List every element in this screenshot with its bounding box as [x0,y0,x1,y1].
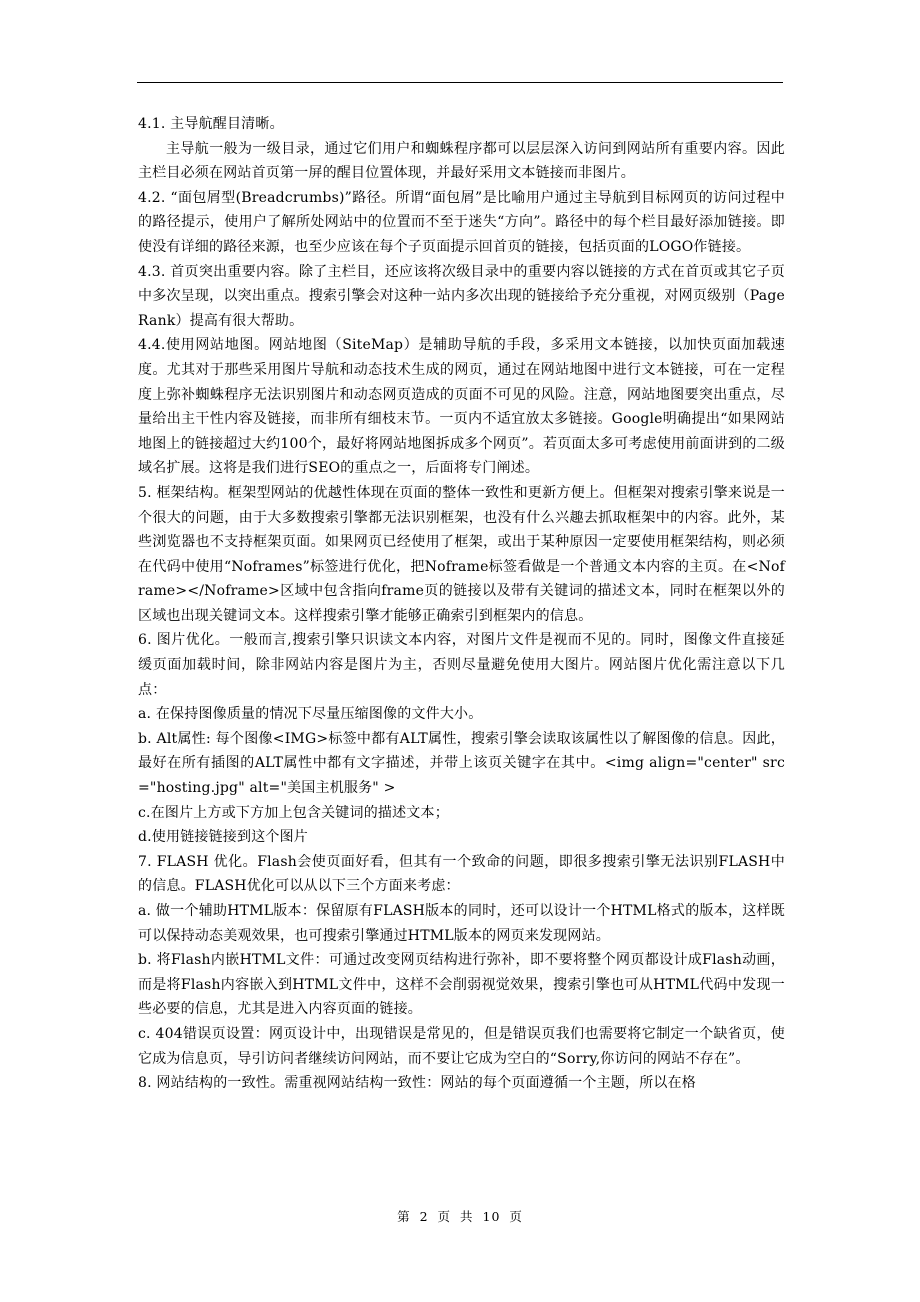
document-body [138,112,785,1096]
paragraph: 4.3. 首页突出重要内容。除了主栏目，还应该将次级目录中的重要内容以链接的方式在首页或其它子页中多次呈现，以突出重点。搜索引擎会对这种一站内多次出现的链接给予充分重视，对网页级别（PageRank）提高有很大帮助。 [138,263,785,329]
paragraph: 4.1. 主导航醒目清晰。 [138,116,284,132]
paragraph: a. 做一个辅助HTML版本：保留原有FLASH版本的同时，还可以设计一个HTML格式的版本，这样既可以保持动态美观效果，也可搜索引擎通过HTML版本的网页来发现网站。 [138,903,785,944]
footer-total-prefix: 共 [460,1209,474,1224]
footer-page-number: 2 [419,1209,429,1224]
paragraph: 6. 图片优化。一般而言,搜索引擎只识读文本内容，对图片文件是视而不见的。同时，图像文件直接延缓页面加载时间，除非网站内容是图片为主，否则尽量避免使用大图片。网站图片优化需注意以下几点： [138,632,785,698]
paragraph: 5. 框架结构。框架型网站的优越性体现在页面的整体一致性和更新方便上。但框架对搜索引擎来说是一个很大的问题，由于大多数搜索引擎都无法识别框架，也没有什么兴趣去抓取框架中的内容。此外，某些浏览器也不支持框架页面。如果网页已经使用了框架，或出于某种原因一定要使用框架结构，则必须在代码中使用“Noframes”标签进行优化，把Noframe标签看做是一个普通文本内容的主页。在<Noframe></Noframe>区域中包含指向frame页的链接以及带有关键词的描述文本，同时在框架以外的区域也出现关键词文本。这样搜索引擎才能够正确索引到框架内的信息。 [138,484,785,624]
paragraph: d.使用链接链接到这个图片 [138,829,309,846]
paragraph: 4.4.使用网站地图。网站地图（SiteMap）是辅助导航的手段，多采用文本链接，以加快页面加载速度。尤其对于那些采用图片导航和动态技术生成的网页，通过在网站地图中进行文本链接，可在一定程度上弥补蜘蛛程序无法识别图片和动态网页造成的页面不可见的风险。注意，网站地图要突出重点，尽量给出主干性内容及链接，而非所有细枝末节。一页内不适宜放太多链接。Google明确提出“如果网站地图上的链接超过大约100个，最好将网站地图拆成多个网页”。若页面太多可考虑使用前面讲到的二级域名扩展。这将是我们进行SEO的重点之一，后面将专门阐述。 [138,337,785,477]
page-footer [0,1207,920,1225]
paragraph: 主导航一般为一级目录，通过它们用户和蜘蛛程序都可以层层深入访问到网站所有重要内容。因此主栏目必须在网站首页第一屏的醒目位置体现，并最好采用文本链接而非图片。 [138,140,785,182]
footer-page-prefix: 第 [397,1209,411,1224]
header-rule [137,82,783,83]
footer-total-suffix: 页 [509,1209,523,1224]
footer-page-word: 页 [437,1209,452,1224]
paragraph: 8. 网站结构的一致性。需重视网站结构一致性：网站的每个页面遵循一个主题，所以在格 [138,1075,697,1092]
paragraph: b. Alt属性: 每个图像<IMG>标签中都有ALT属性，搜索引擎会读取该属性以了解图像的信息。因此，最好在所有插图的ALT属性中都有文字描述，并带上该页关键字在其中。<img align="center" src="hosting.jpg" alt="美国主机服务" > [138,730,785,797]
paragraph: b. 将Flash内嵌HTML文件：可通过改变网页结构进行弥补，即不要将整个网页都设计成Flash动画，而是将Flash内容嵌入到HTML文件中，这样不会削弱视觉效果，搜索引擎也可从HTML代码中发现一些必要的信息，尤其是进入内容页面的链接。 [138,952,785,1018]
footer-total-pages: 10 [482,1209,501,1224]
paragraph: c.在图片上方或下方加上包含关键词的描述文本； [138,804,449,821]
paragraph: 7. FLASH 优化。Flash会使页面好看，但其有一个致命的问题，即很多搜索引擎无法识别FLASH中的信息。FLASH优化可以从以下三个方面来考虑： [138,853,785,895]
paragraph: a. 在保持图像质量的情况下尽量压缩图像的文件大小。 [138,706,483,723]
paragraph: 4.2. “面包屑型(Breadcrumbs)”路径。所谓“面包屑”是比喻用户通过主导航到目标网页的访问过程中的路径提示，使用户了解所处网站中的位置而不至于迷失“方向”。路径中的每个栏目最好添加链接。即使没有详细的路径来源，也至少应该在每个子页面提示回首页的链接，包括页面的LOGO作链接。 [138,189,785,255]
paragraph: c. 404错误页设置：网页设计中，出现错误是常见的，但是错误页我们也需要将它制定一个缺省页，使它成为信息页，导引访问者继续访问网站，而不要让它成为空白的“Sorry,你访问的网站不存在”。 [138,1025,785,1067]
